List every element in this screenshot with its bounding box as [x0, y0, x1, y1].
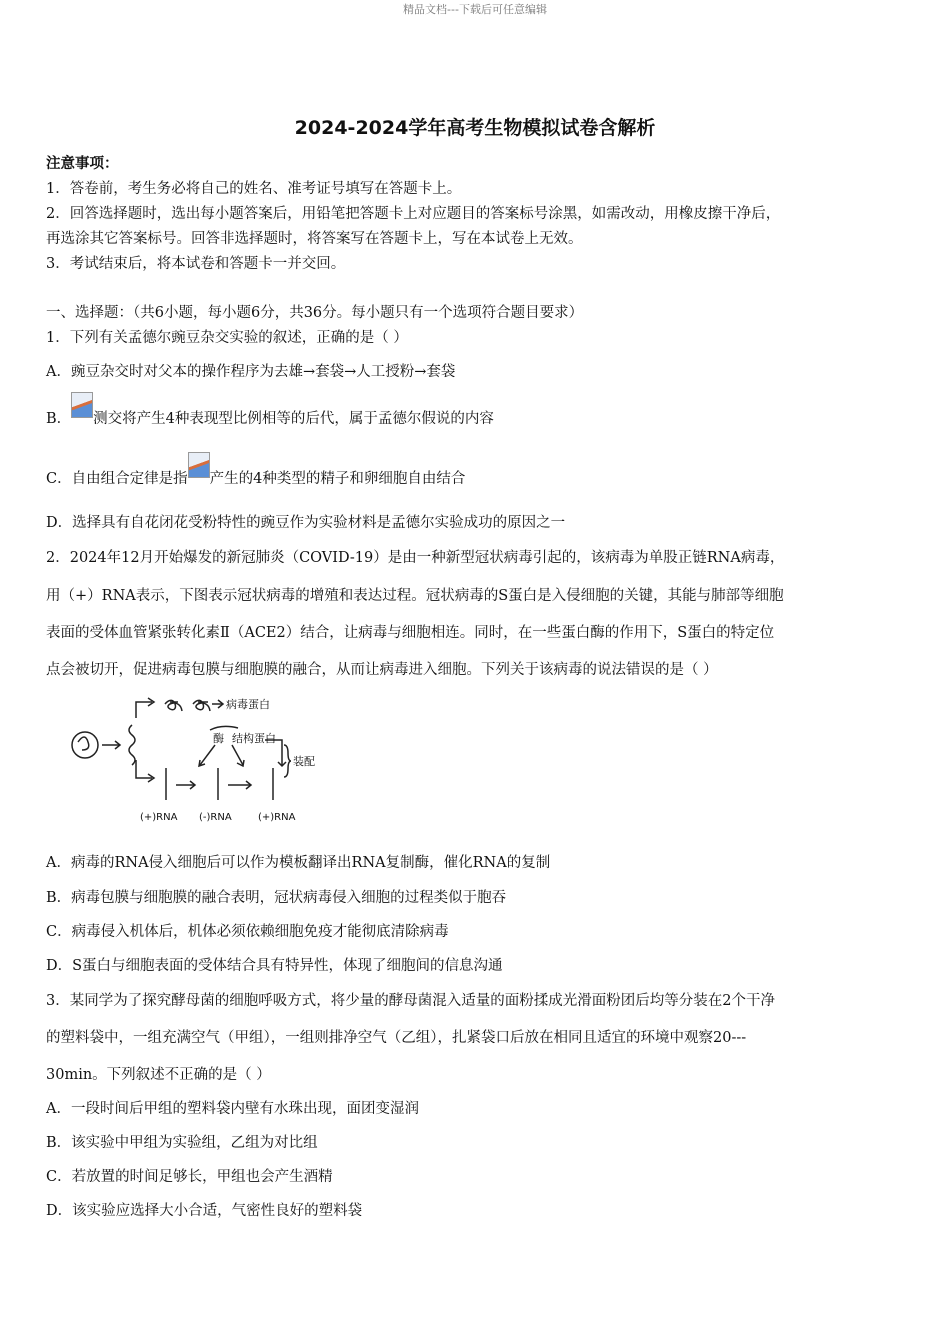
- q3-option-d: D．该实验应选择大小合适，气密性良好的塑料袋: [46, 1203, 363, 1219]
- q3-stem-line: 3．某同学为了探究酵母菌的细胞呼吸方式，将少量的酵母菌混入适量的面粉揉成光滑面粉团后均等分装在2个干净: [46, 993, 775, 1009]
- q2-option-c: C．病毒侵入机体后，机体必须依赖细胞免疫才能彻底清除病毒: [46, 924, 449, 940]
- broken-image-icon: [71, 392, 93, 418]
- q3-option-a: A．一段时间后甲组的塑料袋内壁有水珠出现，面团变湿润: [46, 1101, 419, 1117]
- q2-option-a: A．病毒的RNA侵入细胞后可以作为模板翻译出RNA复制酶，催化RNA的复制: [46, 855, 551, 871]
- q2-stem-line: 用（+）RNA表示，下图表示冠状病毒的增殖和表达过程。冠状病毒的S蛋白是入侵细胞的关键，其能与肺部等细胞: [46, 588, 784, 604]
- option-b-prefix: B．: [46, 411, 72, 427]
- notice-item: 1．答卷前，考生务必将自己的姓名、准考证号填写在答题卡上。: [46, 181, 462, 197]
- diagram-label: 装配: [293, 755, 315, 768]
- q2-option-b: B．病毒包膜与细胞膜的融合表明，冠状病毒侵入细胞的过程类似于胞吞: [46, 890, 507, 906]
- notice-item: 2．回答选择题时，选出每小题答案后，用铅笔把答题卡上对应题目的答案标号涂黑，如需改动，用橡皮擦干净后，: [46, 206, 781, 222]
- broken-image-icon: [188, 452, 210, 478]
- q1-option-c: [46, 460, 465, 488]
- option-c-text: 产生的4种类型的精子和卵细胞自由结合: [209, 471, 466, 487]
- q1-stem: 1．下列有关孟德尔豌豆杂交实验的叙述，正确的是（ ）: [46, 330, 408, 346]
- diagram-label: 结构蛋白: [232, 732, 276, 745]
- diagram-label: 酶: [213, 732, 224, 745]
- notice-item: 3．考试结束后，将本试卷和答题卡一并交回。: [46, 256, 346, 272]
- q3-option-c: C．若放置的时间足够长，甲组也会产生酒精: [46, 1169, 333, 1185]
- q2-stem-line: 2．2024年12月开始爆发的新冠肺炎（COVID-19）是由一种新型冠状病毒引起的，该病毒为单股正链RNA病毒，: [46, 550, 785, 566]
- q3-option-b: B．该实验中甲组为实验组，乙组为对比组: [46, 1135, 318, 1151]
- diagram-label: (+)RNA: [140, 812, 178, 823]
- option-b-text: 测交将产生4种表现型比例相等的后代，属于孟德尔假说的内容: [93, 411, 494, 427]
- q1-option-d: D．选择具有自花闭花受粉特性的豌豆作为实验材料是孟德尔实验成功的原因之一: [46, 515, 566, 531]
- notice-item: 再选涂其它答案标号。回答非选择题时，将答案写在答题卡上，写在本试卷上无效。: [46, 231, 583, 247]
- diagram-label: 病毒蛋白: [226, 698, 270, 711]
- option-c-prefix: C．自由组合定律是指: [46, 471, 188, 487]
- diagram-label: (+)RNA: [258, 812, 296, 823]
- q3-stem-line: 的塑料袋中，一组充满空气（甲组），一组则排净空气（乙组），扎紧袋口后放在相同且适宜的环境中观察20---: [46, 1030, 747, 1046]
- page-header: 精品文档---下载后可任意编辑: [403, 3, 547, 16]
- diagram-label: (-)RNA: [199, 812, 232, 823]
- virus-replication-diagram: [60, 690, 320, 830]
- q3-stem-line: 30min。下列叙述不正确的是（ ）: [46, 1067, 271, 1083]
- document-title: 2024-2024学年高考生物模拟试卷含解析: [294, 117, 656, 139]
- section-heading: 一、选择题：（共6小题，每小题6分，共36分。每小题只有一个选项符合题目要求）: [46, 305, 584, 321]
- q2-stem-line: 表面的受体血管紧张转化素Ⅱ（ACE2）结合，让病毒与细胞相连。同时，在一些蛋白酶的作用下，S蛋白的特定位: [46, 625, 775, 641]
- q2-option-d: D．S蛋白与细胞表面的受体结合具有特异性，体现了细胞间的信息沟通: [46, 958, 503, 974]
- notice-heading: 注意事项：: [46, 155, 119, 172]
- q1-option-a: A．豌豆杂交时对父本的操作程序为去雄→套袋→人工授粉→套袋: [46, 364, 456, 380]
- q2-stem-line: 点会被切开，促进病毒包膜与细胞膜的融合，从而让病毒进入细胞。下列关于该病毒的说法错误的是（ ）: [46, 662, 718, 678]
- q1-option-b: [46, 400, 494, 428]
